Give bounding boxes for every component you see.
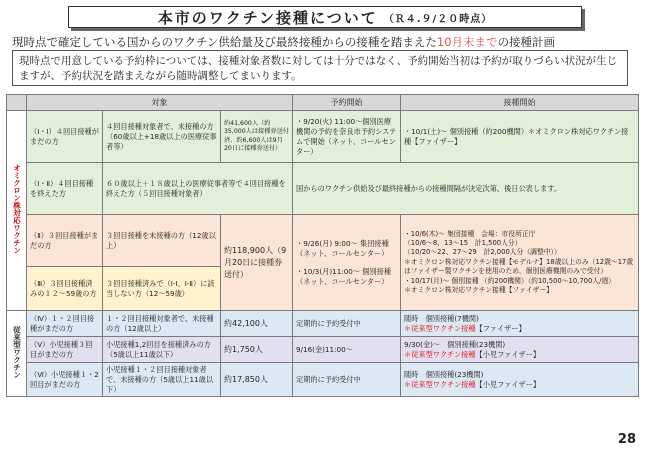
- row34-vacc-3: （10/20～22、27～29 計2,000人分（調整中））: [404, 248, 561, 257]
- row5-count: 約42,100人: [221, 311, 293, 337]
- table-row: [7, 337, 639, 363]
- row3-label: （Ⅱ）３回目接種がまだの方: [27, 215, 103, 267]
- row6-detail: 小児接種1,2回目を接種済みの方（5歳以上11歳以下）: [103, 337, 221, 363]
- row6-label: （Ⅴ）小児接種３回目がまだの方: [27, 337, 103, 363]
- row7-reservation: 定期的に予約受付中: [293, 363, 401, 397]
- row7-count: 約17,850人: [221, 363, 293, 397]
- header-target: 対象: [27, 95, 293, 111]
- table-row: [7, 311, 639, 337]
- row5-vacc-2: ＊従来型ワクチン接種: [404, 323, 476, 333]
- row34-count: 約118,900人（9月20日に接種券送付）: [221, 215, 293, 311]
- row34-vaccination: [401, 215, 639, 311]
- row5-vacc-3: 【ファイザー】: [475, 323, 526, 333]
- table-row: [7, 363, 639, 397]
- row6-vacc-2: ＊従来型ワクチン接種: [404, 349, 476, 359]
- row5-reservation: 定期的に予約受付中: [293, 311, 401, 337]
- row34-vacc-6: ＊オミクロン株対応ワクチン接種【ファイザー】: [404, 286, 554, 295]
- page-title-date: （Ｒ４.９/２０時点）: [383, 13, 493, 25]
- intro-pre: 現時点で確定している国からのワクチン供給量及び最終接種からの接種を踏まえた: [12, 35, 437, 49]
- row4-label: （Ⅲ）３回目接種済みの１２～59歳の方: [27, 267, 103, 311]
- table-row: [7, 215, 639, 267]
- row34-vacc-4: ＊オミクロン株対応ワクチン接種【モデルナ】18歳以上のみ（12歳～17歳はファイザー製ワクチンを使用のため、個別医療機関のみで受付）: [404, 257, 634, 276]
- row6-reservation: 9/16(金)11:00～: [293, 337, 401, 363]
- row1-count: 約41,600人（約35,000人は接種券送付済、約6,600人は9月20日に接種券送付）: [221, 111, 293, 163]
- row34-vacc-2: （10/6～8、13～15 計1,500人分）: [404, 238, 522, 247]
- row7-label: （Ⅵ）小児接種１・2回目がまだの方: [27, 363, 103, 397]
- header-blank: [7, 95, 27, 111]
- row5-detail: １・２回目接種対象者で、未接種の方（12歳以上）: [103, 311, 221, 337]
- row6-count: 約1,750人: [221, 337, 293, 363]
- row6-vacc-1: 9/30(金)～ 個別接種(23機関): [404, 339, 506, 349]
- row34-reservation-b: ・10/3(月)11:00～ 個別接種（ネット、コールセンター）: [296, 266, 392, 286]
- row2-label: （Ⅰ・Ⅱ）４回目接種を終えた方: [27, 163, 103, 215]
- header-vaccination: 接種開始: [401, 95, 639, 111]
- header-reservation: 予約開始: [293, 95, 401, 111]
- row7-vacc-2: ＊従来型ワクチン接種: [404, 379, 476, 389]
- row5-vaccination: [401, 311, 639, 337]
- intro-highlight: 10月末まで: [436, 35, 498, 49]
- page-number: 28: [617, 432, 636, 447]
- row1-detail: ４回目接種対象者で、未接種の方（60歳以上+18歳以上の医療従事者等）: [103, 111, 221, 163]
- page-title-box: [68, 6, 582, 28]
- row1-label: （Ⅰ・Ⅰ）４回目接種がまだの方: [27, 111, 103, 163]
- row7-vaccination: [401, 363, 639, 397]
- intro-text: [12, 34, 555, 50]
- notice-box: 現時点で用意している予約枠については、接種対象者数に対しては十分ではなく、予約開始当初は予約が取りづらい状況が生じますが、予約状況を踏まえながら随時調整してまいります。: [12, 50, 628, 86]
- row7-vacc-3: 【小児ファイザー】: [475, 379, 541, 389]
- row34-reservation-a: ・9/26(月) 9:00～ 集団接種（ネット、コールセンター）: [296, 238, 389, 258]
- row6-vaccination: [401, 337, 639, 363]
- row7-vacc-1: 随時 個別接種(23機関): [404, 369, 484, 379]
- row1-reservation: ・9/20(火) 11:00～個別医療機関の予約を奈良市予約システムで開始（ネット、コールセンター）: [293, 111, 401, 163]
- row34-reservation: [293, 215, 401, 311]
- intro-post: の接種計画: [497, 35, 556, 49]
- vaccination-schedule-table: [6, 94, 639, 397]
- row2-detail: ６０歳以上＋１８歳以上の医療従事者等で４回目接種を終えた方（５回目接種対象者）: [103, 163, 293, 215]
- table-header-row: [7, 95, 639, 111]
- row5-label: （Ⅳ）１・２回目接種がまだの方: [27, 311, 103, 337]
- row1-vaccination: ・10/1(土)～ 個別接種（約200機関）＊オミクロン株対応ワクチン接種【ファイザー】: [401, 111, 639, 163]
- page-title: 本市のワクチン接種について: [157, 8, 378, 27]
- side-label-conventional: 従来型ワクチン: [7, 311, 27, 397]
- table-row: [7, 111, 639, 163]
- row2-merged: 国からのワクチン供給及び最終接種からの接種間隔が決定次第、後日公表します。: [293, 163, 639, 215]
- table-row: [7, 163, 639, 215]
- row3-detail: ３回目接種を未接種の方（12歳以上）: [103, 215, 221, 267]
- row5-vacc-1: 随時 個別接種(7機関): [404, 313, 479, 323]
- row34-vacc-5: ・10/17(月)～ 個別接種 （約200機関）（約10,500～10,700人/週）: [404, 276, 615, 285]
- row6-vacc-3: 【小児ファイザー】: [475, 349, 541, 359]
- side-label-omicron: オミクロン株対応ワクチン: [7, 111, 27, 311]
- row7-detail: 小児接種１・２回目接種対象者で、未接種の方（5歳以上11歳以下）: [103, 363, 221, 397]
- row4-detail: ３回目接種済みで（Ⅰ-Ⅰ、Ⅰ-Ⅱ）に該当しない方（12～59歳）: [103, 267, 221, 311]
- row34-vacc-1: ・10/6(木)～ 集団接種 会場：市役所正庁: [404, 229, 536, 238]
